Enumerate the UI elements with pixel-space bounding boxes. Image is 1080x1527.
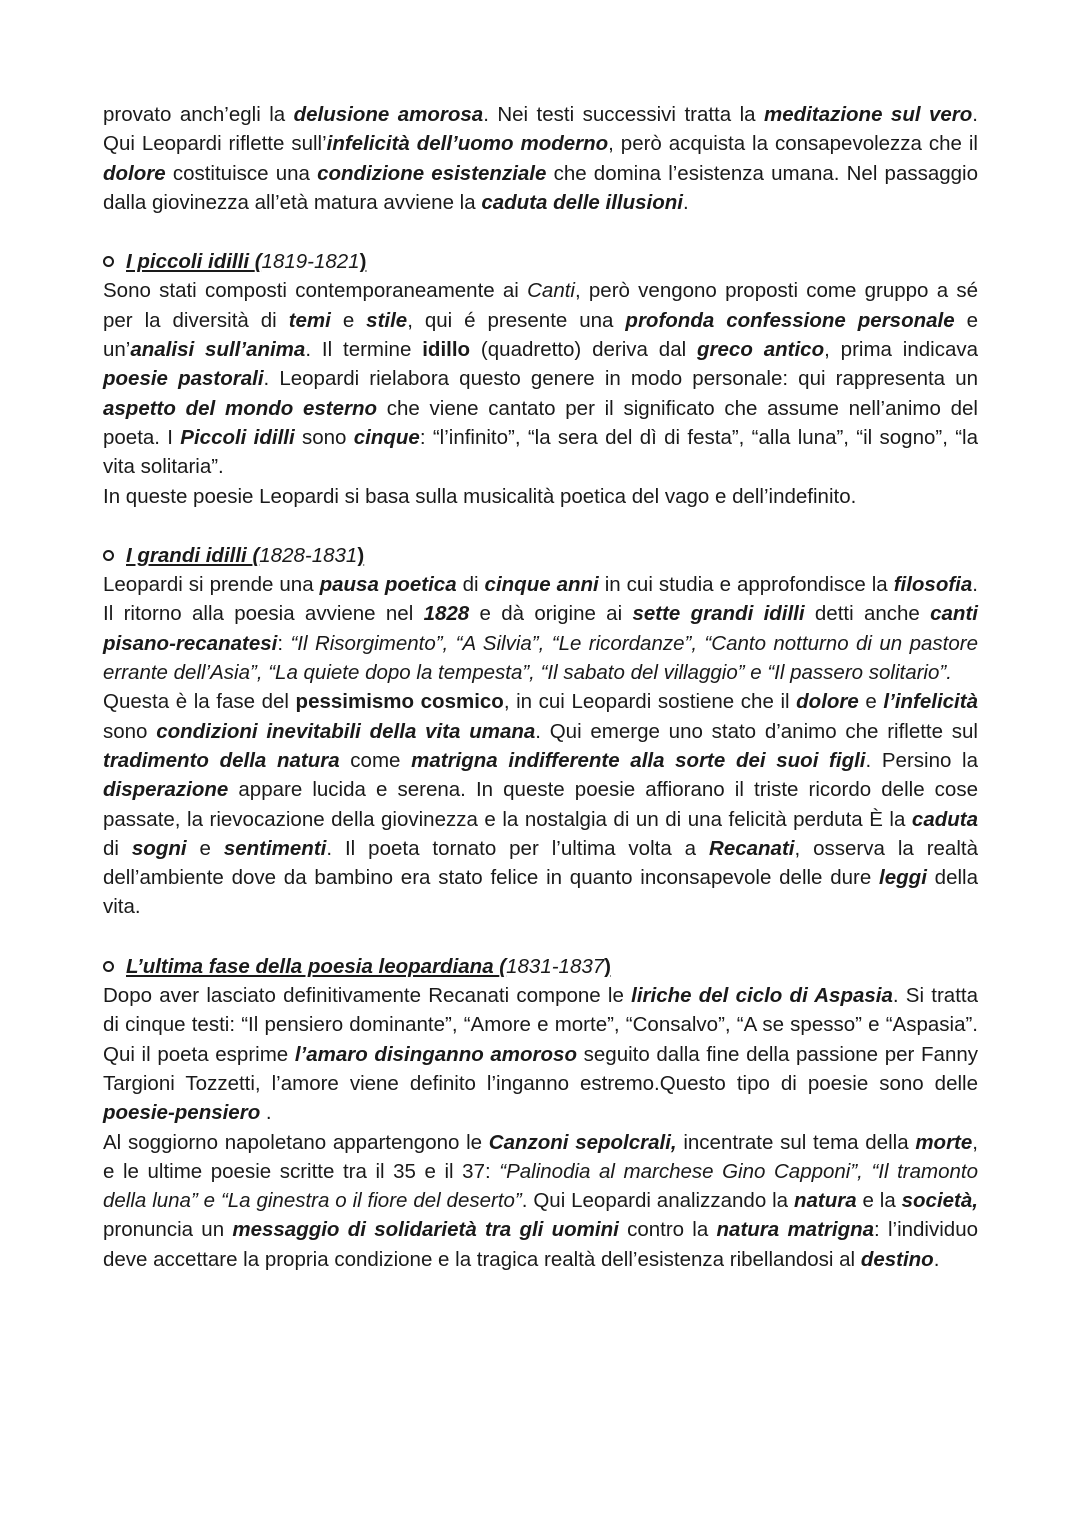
body-text: . [260,1101,272,1125]
emphasis-text: profonda confessione personale [625,308,955,332]
section-years-open: ( [499,954,507,978]
section-heading [103,247,978,276]
body-text: Al soggiorno napoletano appartengono le [103,1130,489,1154]
section-gap [103,922,978,952]
body-text: e dà origine ai [469,602,633,626]
body-text: . Il termine [305,338,423,362]
emphasis-text: Piccoli idilli [180,425,295,449]
section-paragraph [103,1128,978,1274]
body-text: , e le ultime poesie scritte tra il 35 e il 37: [103,1130,978,1183]
body-text: . Si tratta di cinque testi: “Il pensiero dominante”, “Amore e morte”, “Consalvo”, “A se spesso” e “Aspasia”. Qui il poeta esprime [103,984,978,1066]
body-text: e la [856,1189,902,1213]
emphasis-text: sogni [131,836,187,860]
body-text: che viene cantato per il significato che assume nell’animo del poeta. I [103,396,978,449]
section-years-open: ( [252,543,260,567]
emphasis-text: poesie-pensiero [103,1101,261,1125]
body-text: , qui é presente una [407,308,626,332]
emphasis-text: matrigna indifferente alla sorte dei suoi figli [411,748,866,772]
body-text: sono [103,719,157,743]
body-text: . [933,1247,940,1271]
body-text: In queste poesie Leopardi si basa sulla musicalità poetica del vago e dell’indefinito. [103,484,857,508]
body-text: : “l’infinito”, “la sera del dì di festa”, “alla luna”, “il sogno”, “la vita solitaria”. [103,425,978,479]
emphasis-text: “Il Risorgimento”, “A Silvia”, “Le ricordanze”, “Canto notturno di un pastore errante dell’Asia”, “La quiete dopo la tempesta”, “Il sabato del villaggio” e “Il passero solitario”. [103,631,978,685]
body-text: pronuncia un [103,1218,233,1242]
body-text: , osserva la realtà dell’ambiente dove da bambino era stato felice in quanto inconsapevole delle dure [103,836,978,890]
emphasis-text: meditazione sul vero [764,103,973,126]
section-title: I grandi idilli [126,543,253,567]
section-paragraph [103,570,978,687]
body-text: . Il ritorno alla poesia avviene nel [103,573,978,626]
section-gap [103,511,978,541]
emphasis-text: condizione esistenziale [317,161,547,185]
body-text: sono [294,425,354,449]
body-text: : [277,631,291,655]
body-text: provato anch’egli la [103,103,294,126]
emphasis-text: delusione amorosa [293,103,484,126]
section-heading [103,541,978,570]
body-text: e [330,308,367,332]
section-heading [103,952,978,981]
emphasis-text: Canzoni sepolcrali, [488,1130,677,1154]
hollow-bullet-icon [103,550,114,561]
body-text: contro la [618,1218,717,1242]
emphasis-text: dolore [796,690,859,714]
emphasis-text: destino [860,1247,934,1271]
body-text: . Persino la [865,748,979,772]
emphasis-text: morte [915,1130,973,1154]
emphasis-text: infelicità dell’uomo moderno [326,132,609,156]
emphasis-text: stile [366,308,408,332]
body-text: Questa è la fase del [103,690,296,714]
body-text: . Leopardi rielabora questo genere in modo personale: qui rappresenta un [263,367,979,391]
body-text: . Qui Leopardi analizzando la [521,1189,794,1213]
body-text: . Il poeta tornato per l’ultima volta a [326,836,710,860]
section-years: 1828-1831 [259,543,358,567]
emphasis-text: analisi sull’anima [130,338,306,362]
body-text: della vita. [103,866,978,919]
emphasis-text: caduta [911,807,978,831]
emphasis-text: Recanati [709,836,795,860]
emphasis-text: disperazione [103,778,229,802]
body-text: . Nei testi successivi tratta la [483,103,765,126]
body-text: appare lucida e serena. In queste poesie affiorano il triste ricordo delle cose passate, la rievocazione della giovinezza e la nostalgia di un di una felicità perduta È la [103,778,978,831]
emphasis-text: 1828 [423,602,470,626]
body-text: Dopo aver lasciato definitivamente Recanati compone le [103,984,632,1008]
body-text: Leopardi si prende una [103,573,320,597]
body-text: Sono stati composti contemporaneamente ai [103,279,528,303]
section-paragraph [103,276,978,481]
body-text: , però vengono proposti come gruppo a sé per la diversità di [103,279,978,332]
section-years-close: ) [604,954,611,978]
intro-paragraph [103,100,978,217]
emphasis-text: dolore [103,161,166,185]
body-text: (quadretto) deriva dal [470,338,698,362]
body-text: seguito dalla fine della passione per Fanny Targioni Tozzetti, l’amore viene definito l’inganno estremo.Questo tipo di poesie sono delle [103,1042,978,1095]
body-text: che domina l’esistenza umana. Nel passaggio dalla giovinezza all’età matura avviene la [103,161,979,214]
section-title: L’ultima fase della poesia leopardiana [126,954,500,978]
emphasis-text: pessimismo cosmico [295,690,504,714]
body-text: e un’ [103,308,978,362]
section-years-close: ) [359,250,367,274]
body-text: incentrate sul tema della [676,1130,916,1154]
emphasis-text: cinque [353,425,420,449]
emphasis-text: filosofia [893,573,973,597]
emphasis-text: aspetto del mondo esterno [103,396,378,420]
emphasis-text: greco antico [697,338,825,362]
section-ultima-fase [103,952,978,1274]
emphasis-text: leggi [879,866,927,890]
emphasis-text: messaggio di solidarietà tra gli uomini [232,1218,619,1242]
section-years-close: ) [357,543,365,567]
section-gap [103,217,978,247]
section-piccoli-idilli [103,247,978,511]
section-grandi-idilli [103,541,978,922]
emphasis-text: cinque anni [484,573,599,597]
emphasis-text: l’amaro disinganno amoroso [294,1042,577,1066]
body-text: detti anche [804,602,931,626]
body-text: e [858,690,884,714]
section-years-open: ( [254,250,262,274]
body-text: di [103,836,132,860]
body-text: . Qui Leopardi riflette sull’ [103,103,978,156]
emphasis-text: poesie pastorali [103,367,264,391]
emphasis-text: canti pisano-recanatesi [103,602,978,655]
body-text: in cui studia e approfondisce la [598,573,894,597]
body-text: e [186,836,224,860]
body-text: , prima indicava [824,338,979,362]
hollow-bullet-icon [103,961,114,972]
body-text: . [682,190,689,214]
body-text: : l’individuo deve accettare la propria condizione e la tragica realtà dell’esistenza ribellandosi al [103,1218,978,1271]
emphasis-text: sette grandi idilli [632,602,805,626]
body-text: , in cui Leopardi sostiene che il [503,690,797,714]
hollow-bullet-icon [103,256,114,267]
section-paragraph [103,687,978,921]
section-title: I piccoli idilli [126,250,255,274]
body-text: costituisce una [165,161,318,185]
emphasis-text: caduta delle illusioni [481,190,683,214]
emphasis-text: liriche del ciclo di Aspasia [631,984,893,1008]
section-paragraph [103,981,978,1127]
emphasis-text: pausa poetica [319,573,457,597]
body-text: . Qui emerge uno stato d’animo che riflette sul [535,719,978,743]
emphasis-text: tradimento della natura [103,748,340,772]
emphasis-text: temi [288,308,331,332]
section-years: 1819-1821 [261,250,360,274]
emphasis-text: natura matrigna [716,1218,875,1242]
emphasis-text: sentimenti [223,836,327,860]
emphasis-text: natura [793,1189,857,1213]
section-years: 1831-1837 [506,954,605,978]
body-text: , però acquista la consapevolezza che il [608,132,978,156]
emphasis-text: Canti [527,279,575,303]
section-paragraph [103,482,978,511]
body-text: come [339,748,412,772]
emphasis-text: “Palinodia al marchese Gino Capponi”, “Il tramonto della luna” e “La ginestra o il fiore del deserto” [103,1159,978,1213]
body-text: di [456,573,485,597]
emphasis-text: condizioni inevitabili della vita umana [156,719,536,743]
emphasis-text: idillo [422,338,471,362]
emphasis-text: società, [901,1189,978,1213]
emphasis-text: l’infelicità [883,690,978,714]
